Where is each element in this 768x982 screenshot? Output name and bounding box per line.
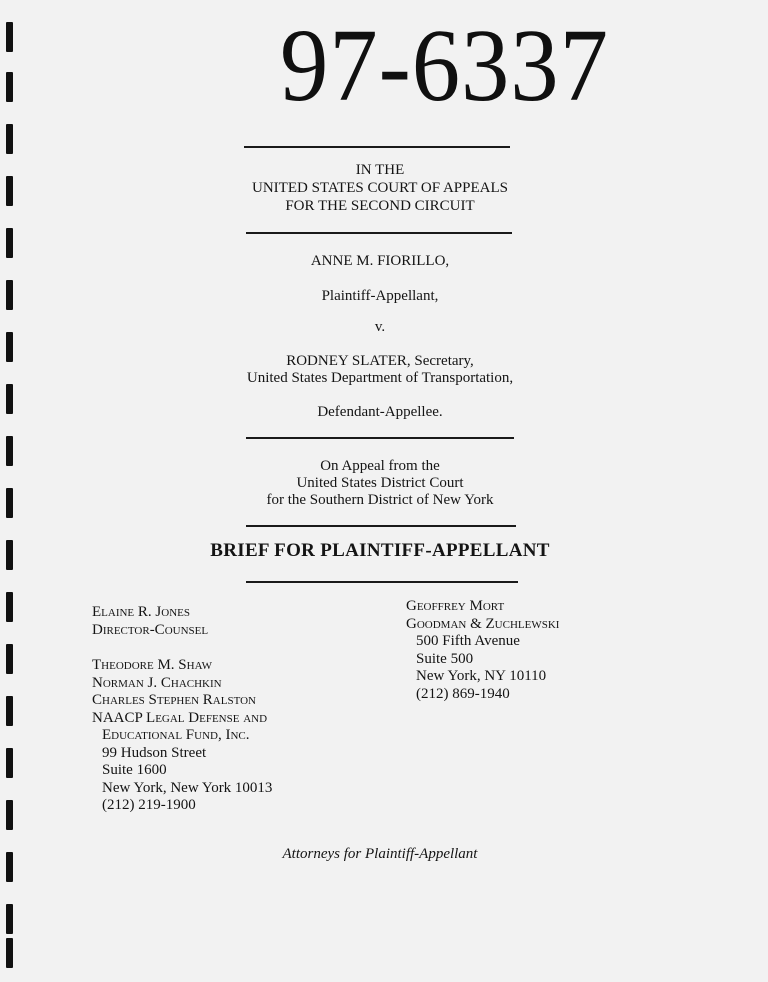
phone-number: (212) 869-1940 [416, 685, 510, 702]
binding-hole [6, 904, 13, 934]
organization-name-line-2: Educational Fund, Inc. [102, 727, 250, 743]
binding-hole [6, 540, 13, 570]
defendant-role: Defendant-Appellee. [317, 404, 443, 420]
binding-hole [6, 436, 13, 466]
counsel-name: Elaine R. Jones [92, 604, 190, 620]
binding-holes [6, 18, 16, 968]
binding-hole [6, 228, 13, 258]
versus: v. [374, 319, 386, 335]
appeal-line-2: United States District Court [296, 475, 464, 491]
binding-hole [6, 280, 13, 310]
appeal-line-3: for the Southern District of New York [266, 492, 494, 508]
plaintiff-role: Plaintiff-Appellant, [321, 288, 439, 304]
binding-hole [6, 644, 13, 674]
docket-number: 97-6337 [280, 8, 609, 123]
counsel-name: Charles Stephen Ralston [92, 692, 256, 708]
firm-name: Goodman & Zuchlewski [406, 615, 560, 632]
divider-rule [246, 581, 518, 583]
binding-hole [6, 124, 13, 154]
binding-hole [6, 748, 13, 778]
counsel-name: Geoffrey Mort [406, 598, 505, 614]
phone-number: (212) 219-1900 [102, 797, 196, 813]
binding-hole [6, 800, 13, 830]
organization-name: NAACP Legal Defense and [92, 709, 268, 726]
binding-hole [6, 852, 13, 882]
plaintiff-name: ANNE M. FIORILLO, [310, 253, 450, 269]
counsel-name: Theodore M. Shaw [92, 657, 213, 673]
counsel-name: Norman J. Chachkin [92, 674, 222, 691]
counsel-left-column [92, 604, 272, 815]
appeal-line-1: On Appeal from the [320, 458, 440, 474]
address-suite: Suite 1600 [102, 762, 167, 778]
binding-hole [6, 592, 13, 622]
court-line-1: IN THE [355, 162, 405, 178]
divider-rule [246, 437, 514, 439]
binding-hole [6, 488, 13, 518]
binding-hole [6, 72, 13, 102]
divider-rule [246, 232, 512, 234]
address-street: 500 Fifth Avenue [416, 633, 520, 649]
binding-hole [6, 22, 13, 52]
divider-rule [246, 525, 516, 527]
attorneys-for-label: Attorneys for Plaintiff-Appellant [282, 846, 478, 862]
counsel-title: Director-Counsel [92, 621, 209, 638]
binding-hole [6, 332, 13, 362]
court-caption [200, 161, 560, 215]
address-street: 99 Hudson Street [102, 744, 207, 761]
court-line-2: UNITED STATES COURT OF APPEALS [252, 180, 508, 196]
binding-hole [6, 384, 13, 414]
brief-title: BRIEF FOR PLAINTIFF-APPELLANT [210, 540, 550, 561]
binding-hole [6, 696, 13, 726]
court-line-3: FOR THE SECOND CIRCUIT [285, 198, 475, 214]
defendant-name: RODNEY SLATER, Secretary, [286, 353, 474, 369]
address-city: New York, NY 10110 [416, 668, 547, 684]
counsel-right-column [406, 598, 559, 703]
defendant-title: United States Department of Transportation, [246, 370, 514, 386]
address-suite: Suite 500 [416, 650, 474, 667]
divider-rule [244, 146, 510, 148]
address-city: New York, New York 10013 [102, 779, 273, 796]
binding-hole [6, 176, 13, 206]
binding-hole [6, 938, 13, 968]
